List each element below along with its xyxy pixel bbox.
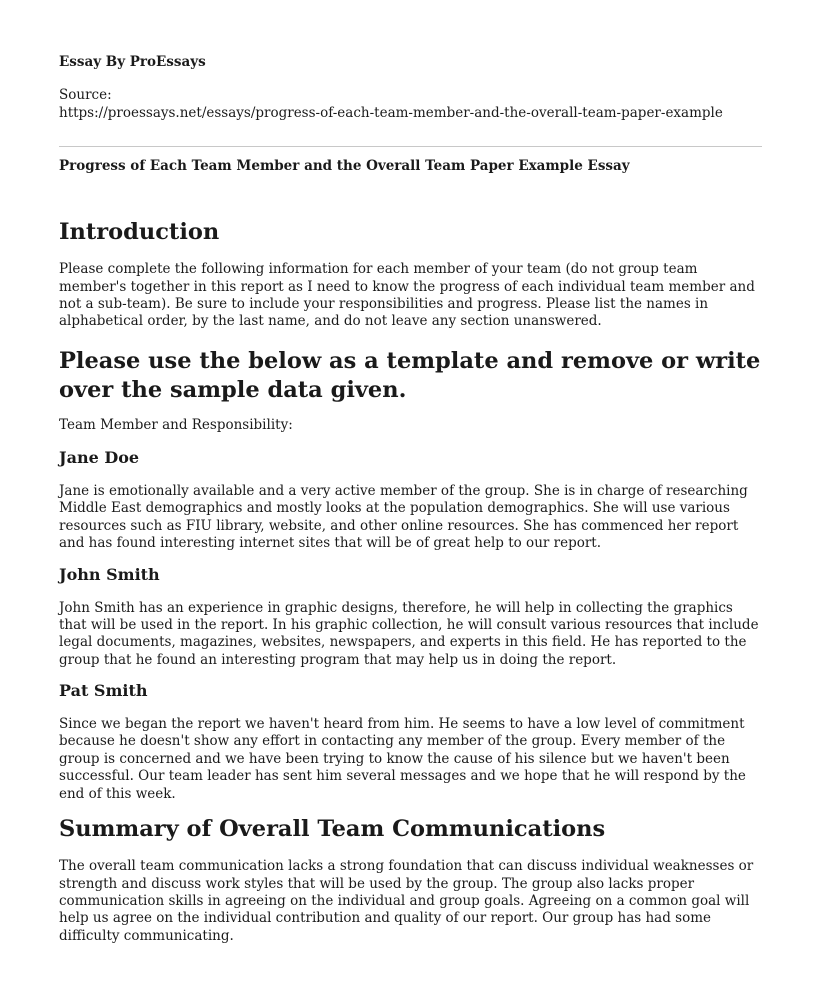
essay-byline: Essay By ProEssays bbox=[59, 54, 206, 70]
essay-content bbox=[59, 214, 762, 945]
team-member-label: Team Member and Responsibility: bbox=[59, 416, 293, 433]
introduction-paragraph: Please complete the following information for each member of your team (do not group team member's together in this report as I need to know the progress of each individual team member and not a sub-team). Be sure to include your responsibilities and progress. Please list the names in alphabetical order, by the last name, and do not leave any section unanswered. bbox=[59, 261, 755, 330]
summary-heading: Summary of Overall Team Communications bbox=[59, 815, 606, 842]
member-heading-john-smith: John Smith bbox=[59, 564, 160, 584]
header-divider bbox=[59, 146, 762, 147]
member-paragraph-pat-smith: Since we began the report we haven't heard from him. He seems to have a low level of commitment because he doesn't show any effort in contacting any member of the group. Every member of the group is concerned and we have been trying to know the cause of his silence but we haven't been successful. Our team leader has sent him several messages and we hope that he will respond by the end of this week. bbox=[59, 715, 746, 802]
member-heading-jane-doe: Jane Doe bbox=[59, 448, 140, 468]
introduction-heading: Introduction bbox=[59, 219, 220, 245]
member-paragraph-john-smith: John Smith has an experience in graphic designs, therefore, he will help in collecting the graphics that will be used in the report. In his graphic collection, he will consult various resources that include legal documents, magazines, websites, newspapers, and experts in this field. He has reported to the group that he found an interesting program that may help us in doing the report. bbox=[59, 599, 759, 668]
source-url: https://proessays.net/essays/progress-of-each-team-member-and-the-overall-team-paper-example bbox=[59, 105, 723, 121]
source-label: Source: bbox=[59, 87, 112, 103]
member-heading-pat-smith: Pat Smith bbox=[59, 681, 148, 701]
summary-paragraph: The overall team communication lacks a strong foundation that can discuss individual weaknesses or strength and discuss work styles that will be used by the group. The group also lacks proper communication skills in agreeing on the individual and group goals. Agreeing on a common goal will help us agree on the individual contribution and quality of our report. Our group has had some difficulty communicating. bbox=[59, 858, 754, 944]
template-heading: Please use the below as a template and remove or write over the sample data given. bbox=[59, 347, 761, 403]
document-title: Progress of Each Team Member and the Overall Team Paper Example Essay bbox=[59, 158, 630, 174]
member-paragraph-jane-doe: Jane is emotionally available and a very active member of the group. She is in charge of researching Middle East demographics and mostly looks at the population demographics. She will use various resources such as FIU library, website, and other online resources. She has commenced her report and has found interesting internet sites that will be of great help to our report. bbox=[59, 483, 748, 552]
